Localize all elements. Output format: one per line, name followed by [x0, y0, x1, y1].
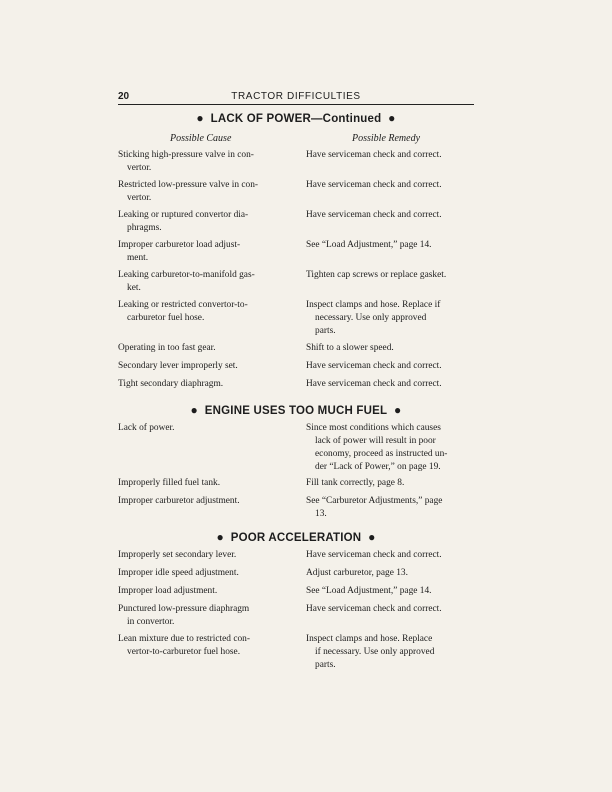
section-title-text: ENGINE USES TOO MUCH FUEL — [204, 405, 388, 417]
remedy-entry: Have serviceman check and correct. — [306, 361, 442, 371]
remedy-entry: Since most conditions which causes lack of power will result in poor economy, proceed as instructed un- der “Lack of Power,” on page 19. — [306, 423, 448, 472]
remedy-entry: Shift to a slower speed. — [306, 343, 394, 353]
remedy-entry: Adjust carburetor, page 13. — [306, 568, 408, 578]
cause-entry: Improperly set secondary lever. — [118, 550, 237, 560]
remedy-entry: Tighten cap screws or replace gasket. — [306, 270, 447, 280]
cause-entry: Leaking or ruptured convertor dia- phragms. — [118, 210, 249, 233]
section-title-text: LACK OF POWER—Continued — [210, 113, 382, 125]
remedy-entry: Have serviceman check and correct. — [306, 379, 442, 389]
section-title-engine-uses-too-much-fuel: ● ENGINE USES TOO MUCH FUEL ● — [190, 403, 402, 417]
cause-entry: Tight secondary diaphragm. — [118, 379, 224, 389]
cause-entry: Improper carburetor adjustment. — [118, 496, 240, 506]
remedy-entry: See “Carburetor Adjustments,” page 13. — [306, 496, 443, 519]
section-title-lack-of-power: ● LACK OF POWER—Continued ● — [196, 111, 396, 125]
cause-entry: Improper carburetor load adjust- ment. — [118, 240, 241, 263]
remedy-entry: See “Load Adjustment,” page 14. — [306, 586, 432, 596]
cause-entry: Improperly filled fuel tank. — [118, 478, 221, 488]
cause-entry: Restricted low-pressure valve in con- vertor. — [118, 180, 259, 203]
cause-entry: Improper idle speed adjustment. — [118, 568, 239, 578]
cause-entry: Lack of power. — [118, 423, 175, 433]
cause-entry: Leaking or restricted convertor-to- carburetor fuel hose. — [118, 300, 248, 323]
remedy-entry: Have serviceman check and correct. — [306, 180, 442, 190]
section-title-poor-acceleration: ● POOR ACCELERATION ● — [216, 530, 376, 544]
remedy-entry: Inspect clamps and hose. Replace if necessary. Use only approved parts. — [306, 634, 435, 670]
remedy-entry: Inspect clamps and hose. Replace if necessary. Use only approved parts. — [306, 300, 441, 336]
page-number: 20 — [118, 91, 130, 102]
cause-entry: Operating in too fast gear. — [118, 343, 216, 353]
cause-entry: Punctured low-pressure diaphragm in convertor. — [118, 604, 250, 627]
remedy-entry: Have serviceman check and correct. — [306, 210, 442, 220]
running-title: TRACTOR DIFFICULTIES — [231, 91, 361, 102]
remedy-entry: Have serviceman check and correct. — [306, 550, 442, 560]
column-header-remedy: Possible Remedy — [352, 133, 421, 144]
remedy-entry: See “Load Adjustment,” page 14. — [306, 240, 432, 250]
column-header-cause: Possible Cause — [170, 133, 232, 144]
section-title-text: POOR ACCELERATION — [230, 532, 362, 544]
page-header — [118, 90, 474, 105]
cause-entry: Improper load adjustment. — [118, 586, 218, 596]
cause-entry: Sticking high-pressure valve in con- vertor. — [118, 150, 254, 173]
remedy-entry: Have serviceman check and correct. — [306, 604, 442, 614]
cause-entry: Lean mixture due to restricted con- vertor-to-carburetor fuel hose. — [118, 634, 250, 657]
cause-entry: Secondary lever improperly set. — [118, 361, 238, 371]
cause-entry: Leaking carburetor-to-manifold gas- ket. — [118, 270, 255, 293]
remedy-entry: Have serviceman check and correct. — [306, 150, 442, 160]
remedy-entry: Fill tank correctly, page 8. — [306, 478, 405, 488]
